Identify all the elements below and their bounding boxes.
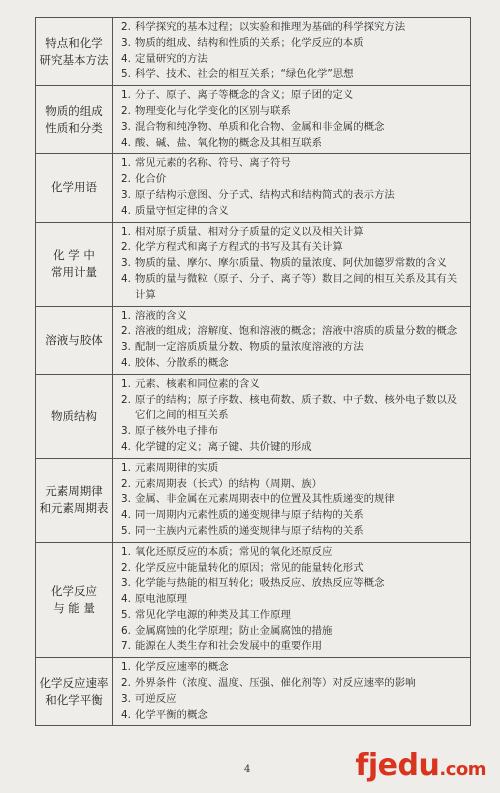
item-text: 外界条件（浓度、温度、压强、催化剂等）对反应速率的影响 [135, 677, 416, 690]
table-row [36, 18, 471, 86]
item-text: 金属、非金属在元素周期表中的位置及其性质递变的规律 [135, 493, 395, 506]
category-cell [36, 542, 113, 658]
list-item [121, 20, 466, 36]
item-number: 3. [121, 257, 131, 270]
category-cell [36, 86, 113, 154]
item-text: 化学能与热能的相互转化；吸热反应、放热反应等概念 [135, 577, 385, 590]
items-cell [113, 542, 471, 658]
item-text: 化学反应中能量转化的原因；常见的能量转化形式 [135, 561, 364, 574]
list-item [121, 377, 466, 393]
item-number: 5. [121, 68, 131, 81]
category-label: 溶液与胶体 [45, 332, 103, 347]
list-item [121, 324, 466, 340]
item-text: 化学键的定义；离子键、共价键的形成 [135, 440, 312, 453]
list-item [121, 188, 466, 204]
item-text: 溶液的含义 [135, 309, 187, 322]
item-number: 4. [121, 272, 131, 285]
item-text: 化合价 [135, 173, 167, 186]
table-row [36, 306, 471, 374]
item-number: 4. [121, 708, 131, 721]
list-item [121, 172, 466, 188]
item-number: 6. [121, 624, 131, 637]
item-text: 同一主族内元素性质的递变规律与原子结构的关系 [135, 524, 364, 537]
list-item [121, 225, 466, 241]
items-cell [113, 222, 471, 306]
items-cell [113, 86, 471, 154]
item-number: 2. [121, 325, 131, 338]
category-label: 化学反应 与 能 量 [51, 583, 97, 615]
items-cell [113, 18, 471, 86]
item-text: 元素周期律的实质 [135, 461, 219, 474]
item-text: 原子的结构；原子序数、核电荷数、质子数、中子数、核外电子数以及它们之间的相互关系 [135, 393, 458, 422]
list-item [121, 204, 466, 220]
list-item [121, 256, 466, 272]
category-cell [36, 154, 113, 222]
category-label: 元素周期律 和元素周期表 [39, 484, 109, 516]
category-cell [36, 458, 113, 542]
list-item [121, 576, 466, 592]
list-item [121, 424, 466, 440]
table-row [36, 154, 471, 222]
item-text: 原子核外电子排布 [135, 425, 219, 438]
items-cell [113, 374, 471, 458]
list-item [121, 608, 466, 624]
item-number: 7. [121, 640, 131, 653]
item-number: 4. [121, 440, 131, 453]
item-number: 3. [121, 692, 131, 705]
item-number: 5. [121, 524, 131, 537]
item-text: 元素周期表（长式）的结构（周期、族） [135, 477, 323, 490]
site-watermark-logo [355, 748, 486, 783]
list-item [121, 309, 466, 325]
item-number: 2. [121, 393, 131, 406]
item-number: 4. [121, 509, 131, 522]
list-item [121, 156, 466, 172]
item-number: 2. [121, 561, 131, 574]
item-text: 原子结构示意图、分子式、结构式和结构简式的表示方法 [135, 188, 395, 201]
item-number: 2. [121, 104, 131, 117]
list-item [121, 508, 466, 524]
item-number: 3. [121, 188, 131, 201]
table-row [36, 86, 471, 154]
item-text: 配制一定溶质质量分数、物质的量浓度溶液的方法 [135, 341, 364, 354]
item-text: 可逆反应 [135, 692, 177, 705]
category-cell [36, 658, 113, 726]
list-item [121, 440, 466, 456]
item-text: 混合物和纯净物、单质和化合物、金属和非金属的概念 [135, 120, 385, 133]
item-text: 同一周期内元素性质的递变规律与原子结构的关系 [135, 509, 364, 522]
syllabus-table-body [36, 18, 471, 726]
watermark-suffix: .com [439, 759, 486, 780]
category-label: 特点和化学 研究基本方法 [39, 35, 109, 67]
item-number: 1. [121, 89, 131, 102]
item-number: 4. [121, 204, 131, 217]
item-text: 质量守恒定律的含义 [135, 204, 229, 217]
list-item [121, 67, 466, 83]
category-label: 物质结构 [51, 408, 97, 423]
items-cell [113, 458, 471, 542]
list-item [121, 524, 466, 540]
category-cell [36, 374, 113, 458]
items-cell [113, 306, 471, 374]
list-item [121, 660, 466, 676]
item-number: 2. [121, 677, 131, 690]
list-item [121, 692, 466, 708]
category-label: 化学反应速率 和化学平衡 [39, 675, 109, 707]
item-number: 2. [121, 21, 131, 33]
list-item [121, 545, 466, 561]
list-item [121, 356, 466, 372]
item-number: 4. [121, 52, 131, 65]
category-label: 化 学 中 常用计量 [51, 248, 97, 280]
item-number: 4. [121, 356, 131, 369]
item-text: 物质的量与微粒（原子、分子、离子等）数目之间的相互关系及其有关计算 [135, 272, 458, 301]
syllabus-table [35, 17, 471, 726]
item-text: 氧化还原反应的本质；常见的氧化还原反应 [135, 545, 333, 558]
category-cell [36, 18, 113, 86]
item-number: 3. [121, 36, 131, 49]
list-item [121, 104, 466, 120]
item-text: 相对原子质量、相对分子质量的定义以及相关计算 [135, 225, 364, 238]
list-item [121, 492, 466, 508]
table-row [36, 374, 471, 458]
item-text: 酸、碱、盐、氧化物的概念及其相互联系 [135, 136, 323, 149]
item-number: 1. [121, 461, 131, 474]
item-text: 物理变化与化学变化的区别与联系 [135, 104, 291, 117]
list-item [121, 561, 466, 577]
list-item [121, 461, 466, 477]
item-text: 原电池原理 [135, 593, 187, 606]
item-number: 1. [121, 225, 131, 238]
item-text: 分子、原子、离子等概念的含义；原子团的定义 [135, 89, 354, 102]
category-label: 化学用语 [51, 180, 97, 195]
item-number: 2. [121, 477, 131, 490]
item-number: 4. [121, 593, 131, 606]
item-text: 能源在人类生存和社会发展中的重要作用 [135, 640, 323, 653]
item-number: 3. [121, 577, 131, 590]
list-item [121, 393, 466, 425]
list-item [121, 676, 466, 692]
list-item [121, 36, 466, 52]
item-number: 3. [121, 341, 131, 354]
list-item [121, 708, 466, 724]
list-item [121, 624, 466, 640]
list-item [121, 477, 466, 493]
list-item [121, 240, 466, 256]
item-number: 3. [121, 120, 131, 133]
item-text: 常见化学电源的种类及其工作原理 [135, 608, 291, 621]
item-text: 胶体、分散系的概念 [135, 356, 229, 369]
list-item [121, 639, 466, 655]
category-cell [36, 222, 113, 306]
category-label: 物质的组成 性质和分类 [45, 103, 103, 135]
page-number: 4 [244, 764, 251, 775]
list-item [121, 340, 466, 356]
item-number: 2. [121, 173, 131, 186]
table-row [36, 658, 471, 726]
table-row [36, 542, 471, 658]
items-cell [113, 154, 471, 222]
item-number: 3. [121, 493, 131, 506]
category-cell [36, 306, 113, 374]
item-text: 化学方程式和离子方程式的书写及其有关计算 [135, 241, 343, 254]
item-text: 化学反应速率的概念 [135, 661, 229, 674]
item-number: 1. [121, 309, 131, 322]
item-text: 物质的组成、结构和性质的关系；化学反应的本质 [135, 36, 364, 49]
item-number: 4. [121, 136, 131, 149]
list-item [121, 272, 466, 304]
item-number: 1. [121, 545, 131, 558]
item-text: 定量研究的方法 [135, 52, 208, 65]
list-item [121, 120, 466, 136]
table-row [36, 458, 471, 542]
item-number: 5. [121, 608, 131, 621]
item-text: 溶液的组成；溶解度、饱和溶液的概念；溶液中溶质的质量分数的概念 [135, 325, 458, 338]
list-item [121, 52, 466, 68]
item-text: 常见元素的名称、符号、离子符号 [135, 157, 291, 170]
item-text: 化学平衡的概念 [135, 708, 208, 721]
item-number: 1. [121, 661, 131, 674]
item-number: 3. [121, 425, 131, 438]
item-number: 1. [121, 157, 131, 170]
item-text: 科学探究的基本过程；以实验和推理为基础的科学探究方法 [135, 21, 406, 33]
list-item [121, 88, 466, 104]
list-item [121, 136, 466, 152]
table-row [36, 222, 471, 306]
watermark-main: fjedu [355, 748, 440, 783]
item-number: 2. [121, 241, 131, 254]
item-number: 1. [121, 377, 131, 390]
list-item [121, 592, 466, 608]
item-text: 科学、技术、社会的相互关系；“绿色化学”思想 [135, 68, 354, 81]
item-text: 元素、核素和同位素的含义 [135, 377, 260, 390]
item-text: 金属腐蚀的化学原理；防止金属腐蚀的措施 [135, 624, 333, 637]
item-text: 物质的量、摩尔、摩尔质量、物质的量浓度、阿伏加德罗常数的含义 [135, 257, 447, 270]
items-cell [113, 658, 471, 726]
